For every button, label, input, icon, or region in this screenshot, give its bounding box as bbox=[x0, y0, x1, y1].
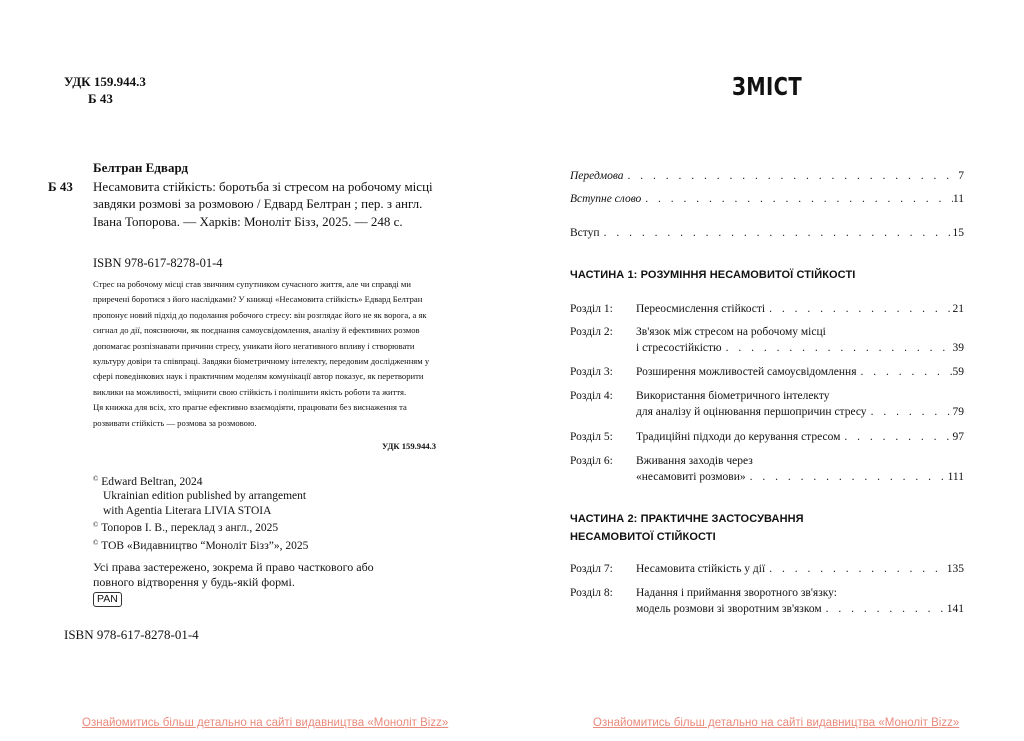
part-heading bbox=[570, 510, 804, 546]
chapter-title: «несамовиті розмови» bbox=[636, 470, 746, 483]
pan-badge: PAN bbox=[93, 592, 122, 607]
rights-notice bbox=[93, 560, 383, 607]
toc-entry-page: 15 bbox=[952, 227, 964, 239]
chapter-page: 141 bbox=[946, 602, 964, 615]
chapter-title: Традиційні підходи до керування стресом bbox=[636, 431, 841, 443]
chapter-title: Розширення можливостей самоусвідомлення bbox=[636, 366, 857, 378]
right-page bbox=[512, 0, 1024, 741]
chapter-title: Надання і приймання зворотного зв'язку: bbox=[636, 587, 837, 599]
book-abstract bbox=[93, 277, 445, 431]
toc-leader bbox=[867, 405, 953, 421]
toc-leader bbox=[746, 470, 948, 486]
part-heading: ЧАСТИНА 1: РОЗУМІННЯ НЕСАМОВИТОЇ СТІЙКОСТІ bbox=[570, 269, 856, 281]
publisher-link[interactable]: Ознайомитись більш детально на сайті видавництва «Моноліт Bizz» bbox=[82, 717, 449, 729]
toc-leader bbox=[840, 430, 952, 446]
chapter-number: Розділ 2: bbox=[570, 326, 613, 338]
chapter-number: Розділ 3: bbox=[570, 366, 613, 378]
copyright-line: Топоров І. В., переклад з англ., 2025 bbox=[101, 522, 279, 535]
chapter-title: Несамовита стійкість у дії bbox=[636, 563, 766, 575]
chapter-page: 39 bbox=[952, 341, 964, 354]
abstract-paragraph: Ця книжка для всіх, хто прагне ефективно взаємодіяти, працювати без виснаження та розвивати стійкість — розмова за розмовою. bbox=[93, 402, 407, 428]
chapter-title: модель розмови зі зворотним зв'язком bbox=[636, 602, 822, 615]
toc-entry[interactable] bbox=[570, 170, 964, 182]
chapter-title: і стресостійкістю bbox=[636, 341, 722, 354]
toc-leader bbox=[641, 193, 953, 205]
copyright-line: ТОВ «Видавництво “Моноліт Бізз”», 2025 bbox=[101, 539, 309, 552]
toc-entry-label: Вступ bbox=[570, 227, 600, 239]
chapter-number: Розділ 8: bbox=[570, 587, 613, 599]
chapter-title: Вживання заходів через bbox=[636, 455, 753, 467]
chapter-page: 21 bbox=[952, 303, 964, 315]
toc-leader bbox=[857, 365, 953, 381]
part-heading-line: ЧАСТИНА 2: ПРАКТИЧНЕ ЗАСТОСУВАННЯ bbox=[570, 513, 804, 525]
toc-entry-page: 11 bbox=[952, 193, 964, 205]
chapter-number: Розділ 4: bbox=[570, 390, 613, 402]
copyright-line: Ukrainian edition published by arrangement bbox=[103, 490, 307, 503]
author-code: Б 43 bbox=[88, 91, 113, 106]
chapter-number: Розділ 5: bbox=[570, 431, 613, 443]
part-heading-line: НЕСАМОВИТОЇ СТІЙКОСТІ bbox=[570, 531, 716, 543]
chapter-page: 97 bbox=[952, 431, 964, 443]
chapter-title: Переосмислення стійкості bbox=[636, 303, 766, 315]
catalog-description: Несамовита стійкість: боротьба зі стресом на робочому місці завдяки розмові за розмовою / Едвард Белтран ; пер. з англ. Івана Топорова. — Харків: Моноліт Бізз, 2025. — 248 с. bbox=[93, 179, 433, 229]
chapter-page: 59 bbox=[952, 366, 964, 378]
chapter-page: 111 bbox=[947, 470, 964, 483]
copyright-block bbox=[93, 472, 308, 553]
toc-entry[interactable] bbox=[570, 193, 964, 205]
toc-leader bbox=[600, 227, 953, 239]
chapter-number: Розділ 1: bbox=[570, 303, 613, 315]
udk-header bbox=[64, 73, 146, 107]
copyright-icon: © bbox=[93, 475, 99, 483]
toc-entry-page: 7 bbox=[958, 170, 964, 182]
copyright-line: with Agentia Literara LIVIA STOIA bbox=[103, 504, 272, 517]
toc-entry-label: Вступне слово bbox=[570, 193, 642, 205]
isbn-bottom: ISBN 978-617-8278-01-4 bbox=[64, 627, 199, 642]
toc-leader bbox=[822, 602, 947, 618]
chapter-title: Зв'язок між стресом на робочому місці bbox=[636, 326, 826, 338]
abstract-paragraph: Стрес на робочому місці став звичним супутником сучасного життя, але чи справді ми приречені боротися з його наслідками? У книжці «Несамовита стійкість» Едвард Белтран пропонує новий підхід до подолання робочого стресу: він розглядає його не як ворога, а як сигнал до дії, пояснюючи, як поєднання самоусвідомлення, аналізу й ефективних розмов допомагає розпізнавати причини стресу, уникати його негативного впливу і створювати культуру довіри та співпраці. Завдяки біометричному інтелекту, передовим дослідженням у сфері поведінкових наук і практичним моделям комунікації автор показує, як перетворити виклики на можливості, зміцнити свою стійкість і поліпшити якість роботи та життя. bbox=[93, 279, 430, 397]
toc-leader bbox=[765, 562, 947, 578]
rights-text: Усі права застережено, зокрема й право часткового або повного відтворення у будь-якій формі. bbox=[93, 560, 374, 589]
copyright-line: Edward Beltran, 2024 bbox=[101, 476, 203, 488]
copyright-icon: © bbox=[93, 521, 99, 530]
isbn-catalog: ISBN 978-617-8278-01-4 bbox=[93, 256, 223, 270]
toc-leader bbox=[765, 302, 952, 318]
catalog-code: Б 43 bbox=[48, 179, 73, 194]
chapter-number: Розділ 7: bbox=[570, 563, 613, 575]
chapter-page: 79 bbox=[952, 405, 964, 418]
chapter-number: Розділ 6: bbox=[570, 455, 613, 467]
toc-leader bbox=[624, 170, 959, 182]
toc-title: ЗМІСТ bbox=[732, 72, 803, 101]
toc-leader bbox=[722, 341, 953, 357]
udk-code: УДК 159.944.3 bbox=[64, 74, 146, 89]
chapter-title: Використання біометричного інтелекту bbox=[636, 390, 830, 402]
chapter-title: для аналізу й оцінювання першопричин стресу bbox=[636, 405, 867, 418]
toc-entry[interactable] bbox=[570, 227, 964, 239]
toc-entry-label: Передмова bbox=[570, 170, 624, 182]
chapter-page: 135 bbox=[946, 563, 964, 575]
copyright-icon: © bbox=[93, 538, 99, 547]
publisher-link[interactable]: Ознайомитись більш детально на сайті видавництва «Моноліт Bizz» bbox=[593, 717, 960, 729]
udk-footer-code: УДК 159.944.3 bbox=[382, 441, 437, 451]
catalog-author: Белтран Едвард bbox=[93, 160, 189, 175]
